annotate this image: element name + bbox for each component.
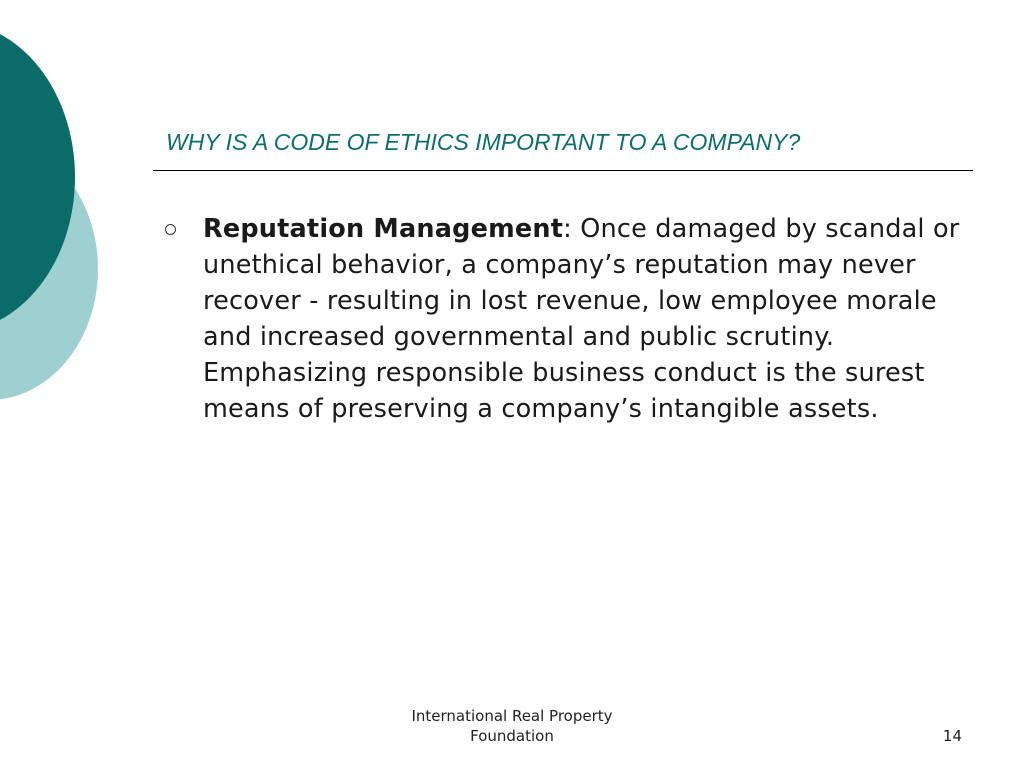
footer-org-line2: Foundation <box>470 727 554 745</box>
footer-organization <box>362 706 662 746</box>
hollow-circle-bullet-icon <box>165 224 176 235</box>
bullet-heading: Reputation Management <box>203 214 564 244</box>
bullet-item <box>203 211 973 427</box>
bullet-separator: : <box>563 214 572 244</box>
footer-org-line1: International Real Property <box>411 707 613 725</box>
bullet-text: Once damaged by scandal or unethical behavior, a company’s reputation may never recover - resulting in lost revenue, low employee morale and increased governmental and public scrutiny. Emphasizing responsible business conduct is the surest means of preserving a company’s intangible assets. <box>203 214 960 424</box>
title-divider <box>153 170 973 171</box>
page-number: 14 <box>942 727 962 745</box>
slide-title: WHY IS A CODE OF ETHICS IMPORTANT TO A COMPANY? <box>166 129 801 155</box>
